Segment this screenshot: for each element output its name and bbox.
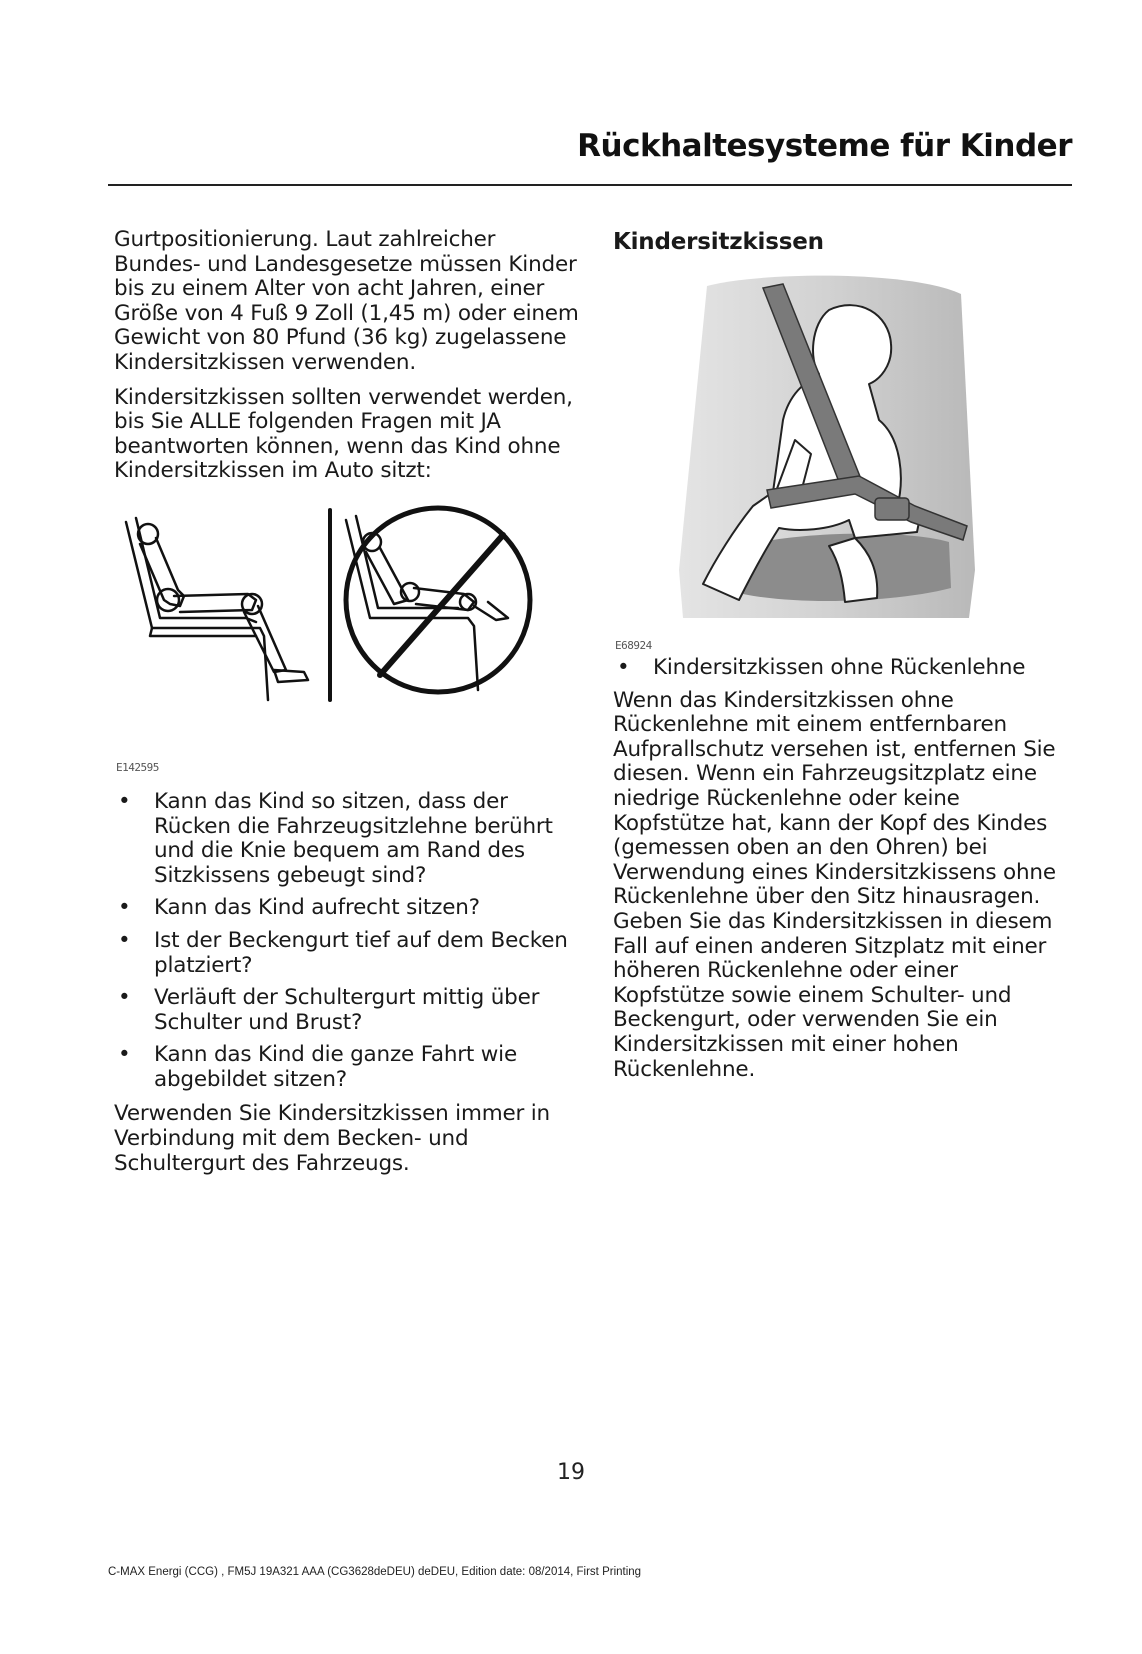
- booster-seat-figure: [613, 266, 1073, 656]
- bullet-icon: •: [118, 895, 131, 921]
- list-item: [114, 1043, 582, 1092]
- list-item: [114, 929, 582, 978]
- page-title: Rückhaltesysteme für Kinder: [577, 128, 1072, 164]
- list-item: [114, 790, 582, 888]
- bullet-icon: •: [118, 788, 131, 814]
- instruction-paragraph: Kindersitzkissen sollten verwendet werden, bis Sie ALLE folgenden Fragen mit JA beantworten können, wenn das Kind ohne Kindersitzkissen im Auto sitzt:: [114, 384, 573, 484]
- footer: C-MAX Energi (CCG) , FM5J 19A321 AAA (CG3628deDEU) deDEU, Edition date: 08/2014, First Printing: [108, 1566, 642, 1578]
- list-item-text: Ist der Beckengurt tief auf dem Becken platziert?: [154, 927, 568, 978]
- left-column: [114, 228, 582, 1186]
- sitting-posture-figure: [114, 500, 582, 790]
- list-item-text: Kann das Kind aufrecht sitzen?: [154, 895, 480, 921]
- title-divider: [108, 184, 1072, 186]
- booster-type-list: [613, 656, 1073, 681]
- right-column: [613, 228, 1073, 1092]
- page-number: 19: [557, 1460, 585, 1485]
- list-item-text: Kann das Kind die ganze Fahrt wie abgebildet sitzen?: [154, 1042, 517, 1092]
- bullet-icon: •: [118, 1042, 131, 1068]
- section-heading: Kindersitzkissen: [613, 229, 824, 255]
- list-item: [114, 896, 582, 921]
- figure-code: E68924: [615, 639, 652, 652]
- list-item-text: Kann das Kind so sitzen, dass der Rücken die Fahrzeugsitzlehne berührt und die Knie bequem am Rand des Sitzkissens gebeugt sind?: [154, 788, 553, 888]
- closing-paragraph: Verwenden Sie Kindersitzkissen immer in Verbindung mit dem Becken- und Schultergurt des Fahrzeugs.: [114, 1101, 550, 1176]
- list-item: [613, 656, 1073, 681]
- booster-seat-illustration: [679, 270, 979, 620]
- figure-code: E142595: [116, 760, 159, 774]
- bullet-icon: •: [118, 985, 131, 1011]
- booster-paragraph: Wenn das Kindersitzkissen ohne Rückenlehne mit einem entfernbaren Aufprallschutz versehen ist, entfernen Sie diesen. Wenn ein Fahrzeugsitzplatz eine niedrige Rückenlehne oder keine Kopfstütze hat, kann der Kopf des Kindes (gemessen oben an den Ohren) bei Verwendung eines Kindersitzkissens ohne Rückenlehne über den Sitz hinausragen. Geben Sie das Kindersitzkissen in diesem Fall auf einen anderen Sitzplatz mit einer höheren Rückenlehne oder einer Kopfstütze sowie einem Schulter- und Beckengurt, oder verwenden Sie ein Kindersitzkissen mit einer hohen Rückenlehne.: [613, 687, 1056, 1082]
- list-item-text: Verläuft der Schultergurt mittig über Schulter und Brust?: [154, 985, 540, 1035]
- list-item-text: Kindersitzkissen ohne Rückenlehne: [653, 655, 1026, 680]
- checklist: [114, 790, 582, 1093]
- sitting-posture-illustration: [118, 500, 538, 740]
- bullet-icon: •: [617, 655, 630, 680]
- list-item: [114, 986, 582, 1035]
- bullet-icon: •: [118, 927, 131, 953]
- intro-paragraph: Gurtpositionierung. Laut zahlreicher Bundes- und Landesgesetze müssen Kinder bis zu einem Alter von acht Jahren, einer Größe von 4 Fuß 9 Zoll (1,45 m) oder einem Gewicht von 80 Pfund (36 kg) zugelassene Kindersitzkissen verwenden.: [114, 227, 579, 375]
